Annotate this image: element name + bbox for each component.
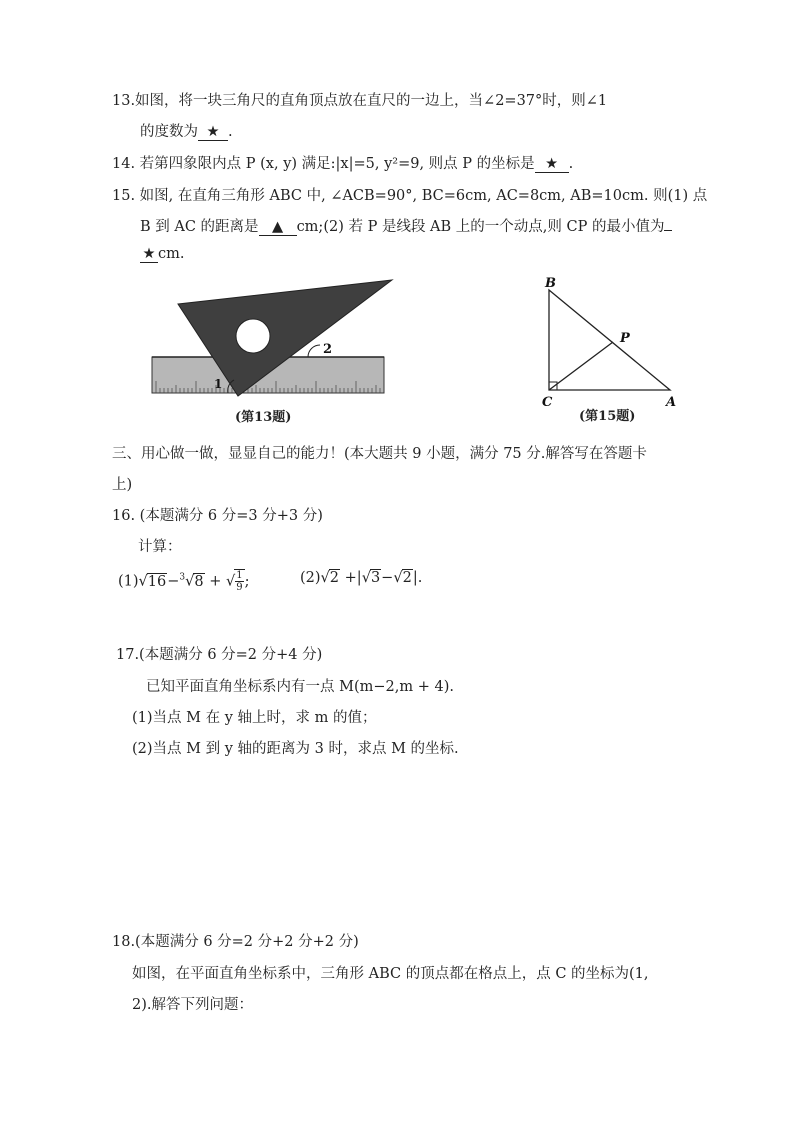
- vertex-a-label: A: [666, 395, 677, 410]
- figure15-caption: (第15题): [579, 409, 636, 424]
- vertex-b-label: B: [545, 276, 556, 291]
- q16-part2: (2)√2 +|√3−√2|.: [300, 570, 423, 586]
- fraction-numerator: 1: [236, 570, 243, 581]
- q13-line2-text: 的度数为: [140, 124, 198, 140]
- star-icon: ★: [545, 156, 559, 172]
- q14-end: .: [568, 156, 574, 172]
- q16-part1-label: (1): [118, 573, 139, 590]
- q15-line3-text: cm.: [158, 246, 185, 262]
- q18-header: 18.(本题满分 6 分=2 分+2 分+2 分): [112, 934, 359, 950]
- q17-header: 17.(本题满分 6 分=2 分+4 分): [116, 647, 323, 663]
- plus-abs-open: +|: [340, 570, 362, 586]
- q15-line1: 15. 如图, 在直角三角形 ABC 中, ∠ACB=90°, BC=6cm, AC=8cm, AB=10cm. 则(1) 点: [112, 188, 708, 204]
- q16-part2-label: (2): [300, 570, 321, 586]
- q17-part1: (1)当点 M 在 y 轴上时，求 m 的值；: [132, 710, 377, 726]
- q14-line: [112, 152, 573, 173]
- q17-part2: (2)当点 M 到 y 轴的距离为 3 时，求点 M 的坐标.: [132, 741, 459, 757]
- q14-answer-blank: [535, 156, 569, 173]
- vertex-c-label: C: [542, 395, 553, 410]
- figure-13: [150, 276, 395, 431]
- cube-root-index: 3: [179, 572, 186, 583]
- q18-line1: 如图，在平面直角坐标系中，三角形 ABC 的顶点都在格点上，点 C 的坐标为(1,: [132, 966, 649, 982]
- section3-heading-cont: 上): [112, 477, 133, 493]
- star-icon: ★: [206, 124, 220, 140]
- sqrt-16: 16: [147, 573, 167, 590]
- q15-answer-blank-2: [140, 246, 158, 263]
- q14-text: 14. 若第四象限内点 P (x, y) 满足:|x|=5, y²=9, 则点 P 的坐标是: [112, 156, 535, 172]
- q13-line1: 13.如图，将一块三角尺的直角顶点放在直尺的一边上，当∠2=37°时，则∠1: [112, 93, 608, 109]
- point-p-label: P: [620, 331, 630, 346]
- sqrt-3: 3: [370, 570, 381, 586]
- section3-heading: 三、用心做一做，显显自己的能力！(本大题共 9 小题，满分 75 分.解答写在答题卡: [112, 446, 647, 462]
- cbrt-8: 8: [194, 573, 204, 590]
- part1-end: ;: [244, 573, 250, 590]
- q15-line2: [140, 215, 672, 236]
- q15-answer-blank-1: [259, 219, 297, 236]
- q16-header: 16. (本题满分 6 分=3 分+3 分): [112, 508, 323, 524]
- abs-close: |.: [412, 570, 423, 586]
- plus-sign: +: [204, 573, 226, 590]
- angle2-label: 2: [323, 342, 333, 357]
- angle1-label: 1: [214, 377, 223, 391]
- triangle-abc: [549, 290, 670, 390]
- q15-line2-rest: cm;(2) 若 P 是线段 AB 上的一个动点,则 CP 的最小值为: [296, 219, 665, 235]
- q17-intro: 已知平面直角坐标系内有一点 M(m−2,m + 4).: [146, 679, 454, 695]
- q15-line2-text: B 到 AC 的距离是: [140, 219, 259, 235]
- q16-part1: (1)√16−$^3$√8 + √ $\frac{1}{9}$ ;: [118, 570, 250, 593]
- q13-line2-end: .: [228, 124, 233, 140]
- fraction-1-9: [235, 570, 243, 593]
- minus-sign: −: [167, 573, 180, 590]
- q16-instruction: 计算：: [138, 539, 182, 555]
- q13-answer-blank: [198, 124, 228, 141]
- star-icon: ★: [142, 246, 156, 262]
- figure-15: [535, 272, 685, 427]
- q13-line2: [140, 120, 233, 141]
- figure13-caption: (第13题): [235, 410, 292, 425]
- sqrt-fraction: [234, 569, 244, 593]
- segment-cp: [549, 342, 613, 390]
- sqrt-2: 2: [329, 570, 340, 586]
- sqrt-2b: 2: [402, 570, 412, 586]
- set-square-hole: [236, 319, 270, 353]
- triangle-icon: ▲: [271, 219, 284, 235]
- q15-blank-tail: [664, 230, 672, 231]
- q15-line3: [140, 246, 184, 263]
- q18-line2: 2).解答下列问题：: [132, 997, 253, 1013]
- minus-sign: −: [381, 570, 394, 586]
- angle2-arc: [308, 345, 320, 357]
- fraction-denominator: 9: [236, 582, 243, 593]
